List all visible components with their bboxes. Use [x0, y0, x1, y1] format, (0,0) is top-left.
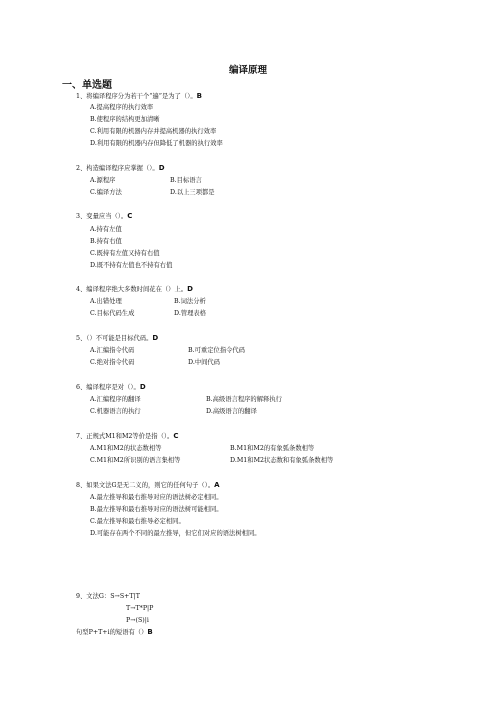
q1-option-c: C.利用有限的机器内存并提高机器的执行效率: [90, 128, 217, 135]
q3-option-a: A.持有左值: [90, 226, 122, 233]
q4-option-b: B.词法分析: [174, 298, 206, 305]
q6-option-b: B.高级语言程序的解释执行: [206, 396, 282, 403]
q7-option-b: B.M1和M2的有象弧条数相等: [230, 445, 315, 452]
answer-5: D: [152, 334, 159, 342]
q8-option-d: D.可能存在两个不同的最左推导，但它们对应的语法树相同。: [90, 530, 261, 537]
q3-option-b: B.持有右值: [90, 238, 122, 245]
answer-2: D: [158, 164, 165, 172]
q1-option-b: B.使程序的结构更加清晰: [90, 116, 160, 123]
q5-option-c: C.绝对指令代码: [90, 359, 135, 366]
answer-3: C: [127, 212, 133, 220]
document-title: 编译原理: [228, 65, 267, 76]
q2-option-d: D.以上三项都是: [170, 189, 215, 196]
section-heading: 一、单选题: [62, 80, 112, 91]
q6-option-a: A.汇编程序的翻译: [90, 396, 141, 403]
question-2: 2、构造编译程序应掌握（）。D: [76, 164, 165, 172]
answer-7: C: [173, 432, 179, 440]
q9-rule-t: T→T*P|P: [126, 605, 154, 612]
q5-option-d: D.中间代码: [188, 359, 221, 366]
q4-option-c: C.目标代码生成: [90, 310, 135, 317]
question-6: 6、编译程序是对（）。D: [76, 383, 146, 391]
q9-question-line: 句型P+T+i的短语有（）B: [76, 628, 153, 636]
q8-option-a: A.最左推导和最右推导对应的语法树必定相同。: [90, 494, 223, 501]
q2-option-a: A.源程序: [90, 177, 116, 184]
q7-option-c: C.M1和M2所识别的语言集相等: [90, 457, 181, 464]
q3-option-d: D.既不持有左值也不持有右值: [90, 262, 173, 269]
q8-option-b: B.最左推导和最右推导对应的语法树可能相同。: [90, 506, 223, 513]
q8-option-c: C.最左推导和最右推导必定相同。: [90, 518, 185, 525]
answer-6: D: [139, 383, 146, 391]
question-9: 9、文法G：S→S+T|T: [76, 593, 140, 600]
q5-option-a: A.汇编指令代码: [90, 347, 135, 354]
question-3: 3、变量应当（）。C: [76, 212, 133, 220]
answer-4: D: [187, 285, 193, 293]
q5-option-b: B.可重定位指令代码: [188, 347, 246, 354]
q4-option-d: D.管理表格: [174, 310, 207, 317]
q7-option-a: A.M1和M2的状态数相等: [90, 445, 162, 452]
question-7: 7、正规式M1和M2等价是指（）。C: [76, 432, 179, 440]
q9-rule-p: P→(S)|i: [126, 617, 149, 624]
answer-8: A: [214, 481, 220, 489]
q3-option-c: C.既持有左值又持有右值: [90, 250, 160, 257]
question-1: 1、将编译程序分为若干个“遍”是为了（）。B: [76, 92, 202, 100]
q1-option-d: D.利用有限的机器内存但降低了机器的执行效率: [90, 140, 223, 147]
question-8: 8、如果文法G是无二义的，则它的任何句子（）。A: [76, 481, 220, 489]
q6-option-c: C.机器语言的执行: [90, 408, 141, 415]
q1-option-a: A.提高程序的执行效率: [90, 104, 154, 111]
q2-option-c: C.编译方法: [90, 189, 122, 196]
q6-option-d: D.高级语言的翻译: [206, 408, 257, 415]
question-5: 5、（）不可能是目标代码。D: [76, 334, 159, 342]
q7-option-d: D.M1和M2状态数和有象弧条数相等: [230, 457, 334, 464]
question-4: 4、编译程序绝大多数时间花在（）上。D: [76, 285, 193, 293]
answer-9: B: [147, 628, 153, 636]
q4-option-a: A.出错处理: [90, 298, 122, 305]
q2-option-b: B.目标语言: [170, 177, 202, 184]
answer-1: B: [196, 92, 202, 100]
